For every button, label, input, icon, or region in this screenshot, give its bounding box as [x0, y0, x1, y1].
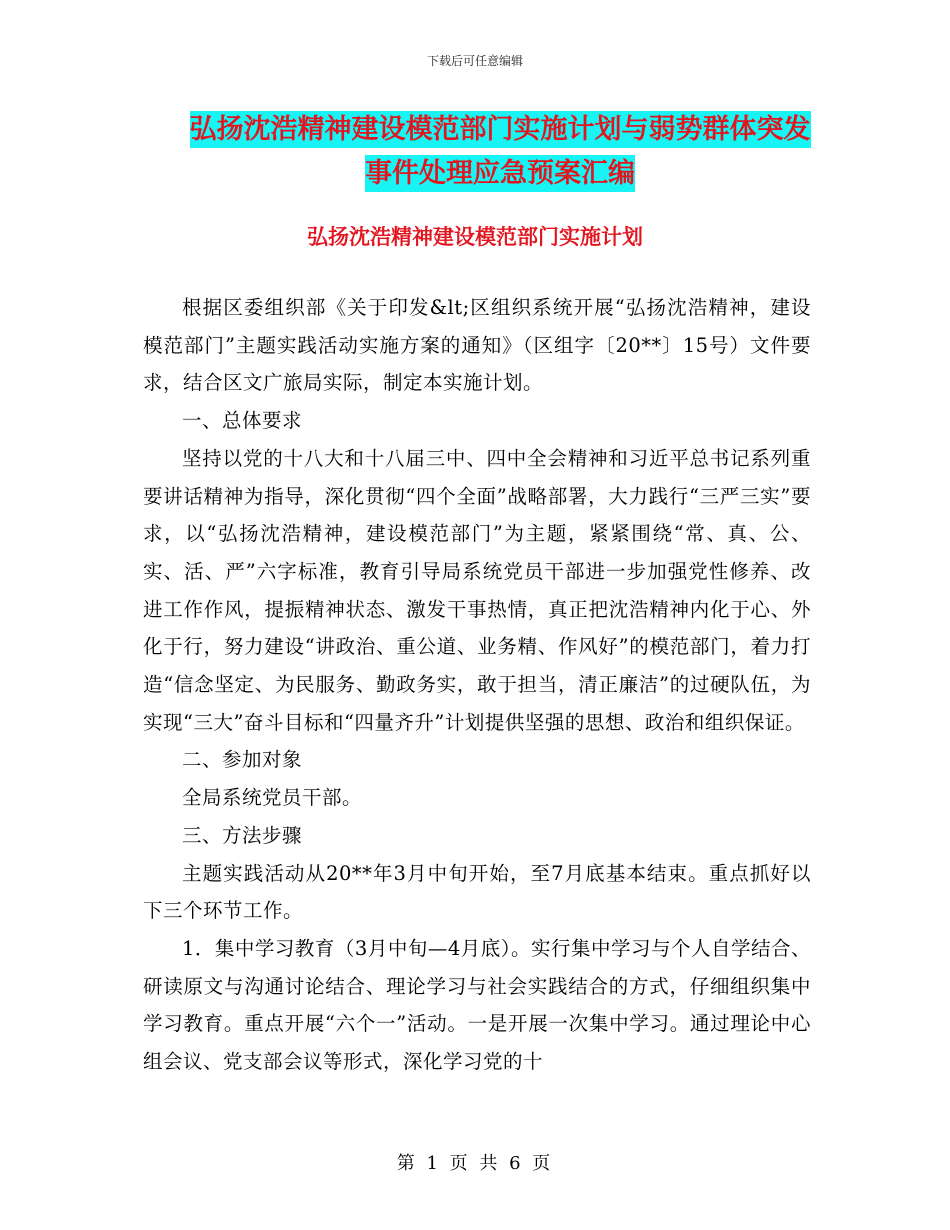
- paragraph-intro: 根据区委组织部《关于印发&lt;区组织系统开展“弘扬沈浩精神，建设模范部门”主题实践活动实施方案的通知》（区组字〔20**〕15号）文件要求，结合区文广旅局实际，制定本实施计划。: [143, 296, 811, 395]
- heading-general-requirements: 一、总体要求: [182, 409, 303, 433]
- document-body: [143, 289, 811, 1081]
- section-title: 弘扬沈浩精神建设模范部门实施计划: [307, 225, 643, 249]
- document-title: [150, 108, 850, 196]
- document-title-line-1: 弘扬沈浩精神建设模范部门实施计划与弱势群体突发: [190, 111, 811, 148]
- page-footer-page-number: 第 1 页 共 6 页: [396, 1153, 554, 1174]
- paragraph-participants: 全局系统党员干部。: [182, 786, 363, 810]
- paragraph-general-requirements: 坚持以党的十八大和十八届三中、四中全会精神和习近平总书记系列重要讲话精神为指导，深化贯彻“四个全面”战略部署，大力践行“三严三实”要求，以“弘扬沈浩精神，建设模范部门”为主题，紧紧围绕“常、真、公、实、活、严”六字标准，教育引导局系统党员干部进一步加强党性修养、改进工作作风，提振精神状态、激发干事热情，真正把沈浩精神内化于心、外化于行，努力建设“讲政治、重公道、业务精、作风好”的模范部门，着力打造“信念坚定、为民服务、勤政务实，敢于担当，清正廉洁”的过硬队伍，为实现“三大”奋斗目标和“四量齐升”计划提供坚强的思想、政治和组织保证。: [143, 446, 811, 734]
- heading-participants: 二、参加对象: [182, 748, 303, 772]
- document-title-line-2: 事件处理应急预案汇编: [365, 155, 635, 192]
- page-header-note: 下载后可任意编辑: [426, 54, 523, 68]
- paragraph-methods-steps: 主题实践活动从20**年3月中旬开始，至7月底基本结束。重点抓好以下三个环节工作。: [143, 861, 811, 923]
- paragraph-study-education: 1．集中学习教育（3月中旬—4月底）。实行集中学习与个人自学结合、研读原文与沟通讨论结合、理论学习与社会实践结合的方式，仔细组织集中学习教育。重点开展“六个一”活动。一是开展一次集中学习。通过理论中心组会议、党支部会议等形式，深化学习党的十: [143, 936, 811, 1074]
- heading-methods-steps: 三、方法步骤: [182, 823, 303, 847]
